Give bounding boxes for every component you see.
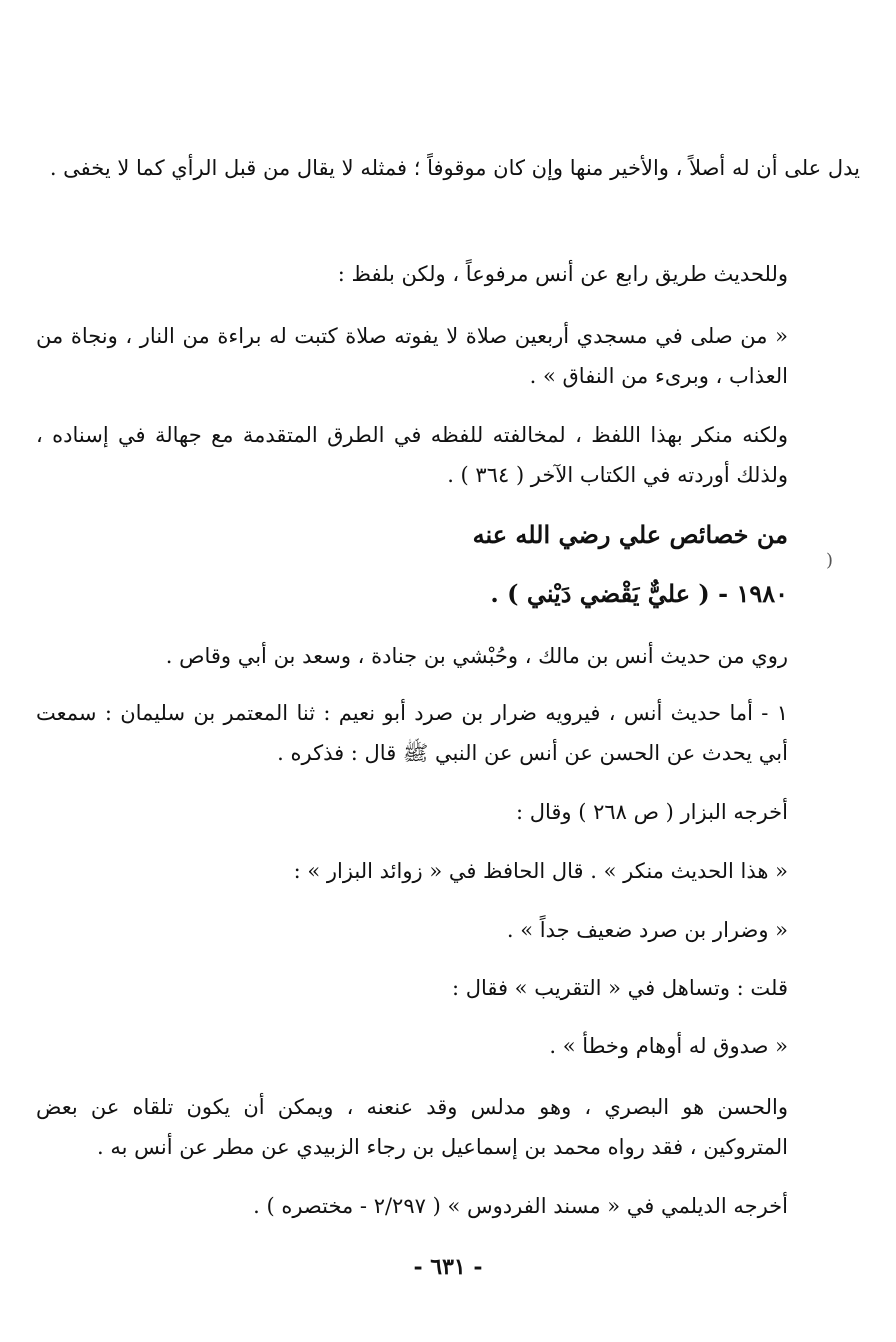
paragraph-fourth-route: وللحديث طريق رابع عن أنس مرفوعاً ، ولكن بلفظ : [337,262,788,286]
paragraph-taqrib: قلت : وتساهل في « التقريب » فقال : [451,976,788,1000]
paragraph-munkar-note: ولكنه منكر بهذا اللفظ ، لمخالفته للفظه في الطرق المتقدمة مع جهالة في إسناده ، ولذلك أوردته في الكتاب الآخر ( ٣٦٤ ) . [36,423,788,487]
paragraph-quoted-hadith: « من صلى في مسجدي أربعين صلاة لا يفوته صلاة كتبت له براءة من النار ، ونجاة من العذاب ، وبرىء من النفاق » . [36,324,788,388]
paragraph-continuation: يدل على أن له أصلاً ، والأخير منها وإن كان موقوفاً ؛ فمثله لا يقال من قبل الرأي كما لا يخفى . [49,156,860,180]
paragraph-dirar-weak: « وضرار بن صرد ضعيف جداً » . [506,918,788,942]
paragraph-hafiz-quote: « هذا الحديث منكر » . قال الحافظ في « زوائد البزار » : [293,859,788,883]
section-heading: من خصائص علي رضي الله عنه [472,520,788,549]
paragraph-daylami: أخرجه الديلمي في « مسند الفردوس » ( ٢/٢٩٧ - مختصره ) . [253,1194,788,1218]
paragraph-narrators: روي من حديث أنس بن مالك ، وحُبْشي بن جنادة ، وسعد بن أبي وقاص . [165,644,788,668]
page-number: - ٦٣١ - [413,1254,483,1280]
paragraph-saduq: « صدوق له أوهام وخطأ » . [549,1034,788,1058]
margin-mark: ( [826,550,834,571]
hadith-heading: ١٩٨٠ - ( عليٌّ يَقْضي دَيْني ) . [490,579,788,608]
paragraph-hasan-basri: والحسن هو البصري ، وهو مدلس وقد عنعنه ، ويمكن أن يكون تلقاه عن بعض المتروكين ، فقد رواه محمد بن إسماعيل بن رجاء الزبيدي عن مطر عن أنس به . [36,1095,788,1159]
paragraph-anas-route: ١ - أما حديث أنس ، فيرويه ضرار بن صرد أبو نعيم : ثنا المعتمر بن سليمان : سمعت أبي يحدث عن الحسن عن أنس عن النبي ﷺ قال : فذكره . [36,701,788,765]
paragraph-bazzar: أخرجه البزار ( ص ٢٦٨ ) وقال : [515,800,788,824]
